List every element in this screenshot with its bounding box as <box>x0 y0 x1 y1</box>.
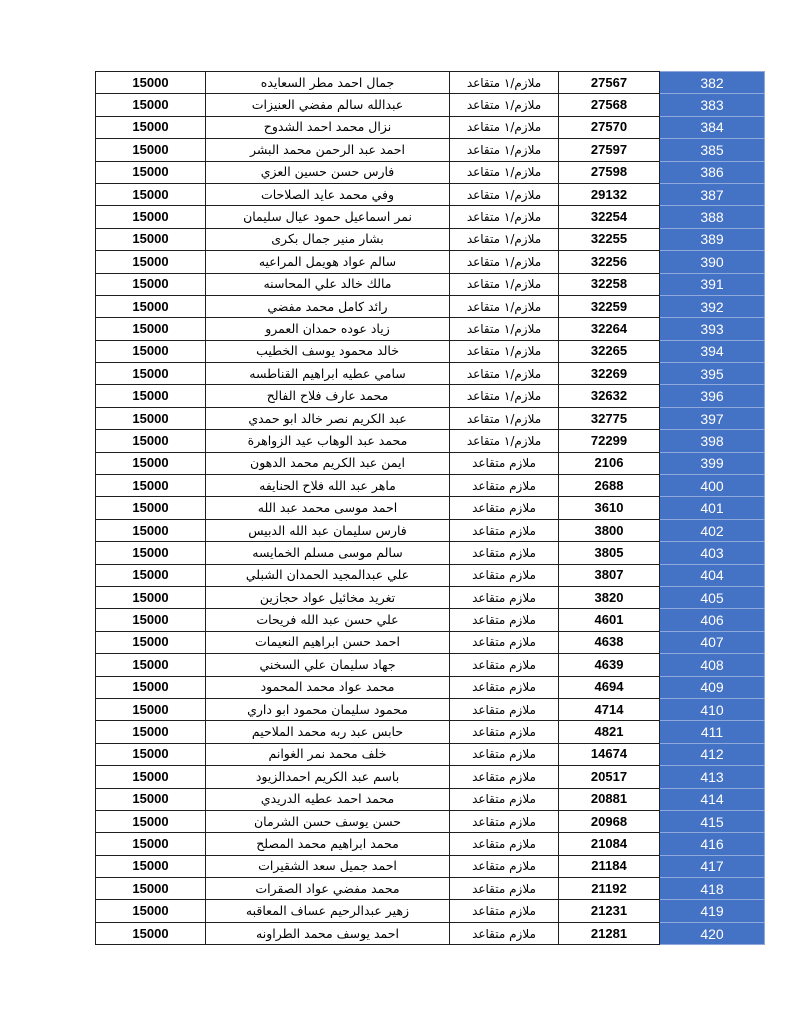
id-number-cell: 32264 <box>559 318 660 340</box>
rank-cell: ملازم متقاعد <box>450 878 559 900</box>
name-cell: احمد جميل سعد الشقيرات <box>206 855 450 877</box>
table-row <box>96 900 765 922</box>
sequence-number-cell: 388 <box>660 206 765 228</box>
id-number-cell: 29132 <box>559 183 660 205</box>
amount-cell: 15000 <box>96 878 206 900</box>
sequence-number-cell: 416 <box>660 833 765 855</box>
table-row <box>96 586 765 608</box>
name-cell: رائد كامل محمد مفضي <box>206 295 450 317</box>
table-row <box>96 609 765 631</box>
sequence-number-cell: 400 <box>660 475 765 497</box>
name-cell: محمد مفضي عواد الصقرات <box>206 878 450 900</box>
rank-cell: ملازم/١ متقاعد <box>450 340 559 362</box>
name-cell: باسم عبد الكريم احمدالزيود <box>206 766 450 788</box>
amount-cell: 15000 <box>96 228 206 250</box>
name-cell: عبدالله سالم مفضي العنيزات <box>206 94 450 116</box>
rank-cell: ملازم متقاعد <box>450 788 559 810</box>
name-cell: محمد احمد عطيه الدريدي <box>206 788 450 810</box>
id-number-cell: 3805 <box>559 542 660 564</box>
name-cell: علي حسن عبد الله فريحات <box>206 609 450 631</box>
id-number-cell: 20968 <box>559 810 660 832</box>
id-number-cell: 32269 <box>559 363 660 385</box>
id-number-cell: 4639 <box>559 654 660 676</box>
table-row <box>96 161 765 183</box>
amount-cell: 15000 <box>96 273 206 295</box>
name-cell: احمد موسى محمد عبد الله <box>206 497 450 519</box>
amount-cell: 15000 <box>96 318 206 340</box>
id-number-cell: 3610 <box>559 497 660 519</box>
rank-cell: ملازم متقاعد <box>450 609 559 631</box>
id-number-cell: 32265 <box>559 340 660 362</box>
id-number-cell: 32255 <box>559 228 660 250</box>
id-number-cell: 2688 <box>559 475 660 497</box>
table-row <box>96 251 765 273</box>
rank-cell: ملازم/١ متقاعد <box>450 206 559 228</box>
amount-cell: 15000 <box>96 542 206 564</box>
table-row <box>96 833 765 855</box>
table-row <box>96 139 765 161</box>
name-cell: حابس عبد ربه محمد الملاحيم <box>206 721 450 743</box>
sequence-number-cell: 409 <box>660 676 765 698</box>
rank-cell: ملازم متقاعد <box>450 497 559 519</box>
rank-cell: ملازم متقاعد <box>450 586 559 608</box>
name-cell: تغريد مخائيل عواد حجازين <box>206 586 450 608</box>
sequence-number-cell: 389 <box>660 228 765 250</box>
table-row <box>96 206 765 228</box>
amount-cell: 15000 <box>96 631 206 653</box>
table-body <box>96 72 765 945</box>
table-row <box>96 654 765 676</box>
sequence-number-cell: 395 <box>660 363 765 385</box>
sequence-number-cell: 396 <box>660 385 765 407</box>
table-row <box>96 340 765 362</box>
rank-cell: ملازم/١ متقاعد <box>450 228 559 250</box>
rank-cell: ملازم/١ متقاعد <box>450 183 559 205</box>
amount-cell: 15000 <box>96 407 206 429</box>
sequence-number-cell: 399 <box>660 452 765 474</box>
amount-cell: 15000 <box>96 519 206 541</box>
table-row <box>96 922 765 944</box>
amount-cell: 15000 <box>96 116 206 138</box>
sequence-number-cell: 406 <box>660 609 765 631</box>
amount-cell: 15000 <box>96 430 206 452</box>
id-number-cell: 3807 <box>559 564 660 586</box>
rank-cell: ملازم/١ متقاعد <box>450 363 559 385</box>
id-number-cell: 72299 <box>559 430 660 452</box>
id-number-cell: 32259 <box>559 295 660 317</box>
table-row <box>96 676 765 698</box>
rank-cell: ملازم/١ متقاعد <box>450 295 559 317</box>
id-number-cell: 3800 <box>559 519 660 541</box>
rank-cell: ملازم متقاعد <box>450 698 559 720</box>
id-number-cell: 4638 <box>559 631 660 653</box>
sequence-number-cell: 393 <box>660 318 765 340</box>
rank-cell: ملازم متقاعد <box>450 855 559 877</box>
name-cell: فارس سليمان عبد الله الدبيس <box>206 519 450 541</box>
rank-cell: ملازم متقاعد <box>450 475 559 497</box>
name-cell: سامي عطيه ابراهيم القناطسه <box>206 363 450 385</box>
amount-cell: 15000 <box>96 810 206 832</box>
id-number-cell: 32254 <box>559 206 660 228</box>
amount-cell: 15000 <box>96 183 206 205</box>
rank-cell: ملازم/١ متقاعد <box>450 407 559 429</box>
id-number-cell: 4821 <box>559 721 660 743</box>
table-row <box>96 497 765 519</box>
rank-cell: ملازم متقاعد <box>450 833 559 855</box>
amount-cell: 15000 <box>96 788 206 810</box>
amount-cell: 15000 <box>96 564 206 586</box>
sequence-number-cell: 386 <box>660 161 765 183</box>
name-cell: خالد محمود يوسف الخطيب <box>206 340 450 362</box>
name-cell: زهير عبدالرحيم عساف المعاقبه <box>206 900 450 922</box>
name-cell: احمد عبد الرحمن محمد البشر <box>206 139 450 161</box>
name-cell: حسن يوسف حسن الشرمان <box>206 810 450 832</box>
amount-cell: 15000 <box>96 72 206 94</box>
name-cell: خلف محمد نمر الغوانم <box>206 743 450 765</box>
amount-cell: 15000 <box>96 340 206 362</box>
table-row <box>96 721 765 743</box>
amount-cell: 15000 <box>96 609 206 631</box>
amount-cell: 15000 <box>96 363 206 385</box>
amount-cell: 15000 <box>96 139 206 161</box>
amount-cell: 15000 <box>96 586 206 608</box>
table-row <box>96 318 765 340</box>
id-number-cell: 27597 <box>559 139 660 161</box>
sequence-number-cell: 405 <box>660 586 765 608</box>
name-cell: احمد يوسف محمد الطراونه <box>206 922 450 944</box>
table-row <box>96 475 765 497</box>
id-number-cell: 4714 <box>559 698 660 720</box>
name-cell: جمال احمد مطر السعايده <box>206 72 450 94</box>
sequence-number-cell: 401 <box>660 497 765 519</box>
sequence-number-cell: 410 <box>660 698 765 720</box>
sequence-number-cell: 415 <box>660 810 765 832</box>
id-number-cell: 27567 <box>559 72 660 94</box>
id-number-cell: 2106 <box>559 452 660 474</box>
sequence-number-cell: 383 <box>660 94 765 116</box>
amount-cell: 15000 <box>96 385 206 407</box>
name-cell: محمود سليمان محمود ابو داري <box>206 698 450 720</box>
amount-cell: 15000 <box>96 676 206 698</box>
table-row <box>96 94 765 116</box>
rank-cell: ملازم/١ متقاعد <box>450 139 559 161</box>
rank-cell: ملازم/١ متقاعد <box>450 318 559 340</box>
id-number-cell: 20881 <box>559 788 660 810</box>
rank-cell: ملازم متقاعد <box>450 564 559 586</box>
name-cell: علي عبدالمجيد الحمدان الشبلي <box>206 564 450 586</box>
rank-cell: ملازم/١ متقاعد <box>450 72 559 94</box>
id-number-cell: 27570 <box>559 116 660 138</box>
name-cell: نزال محمد احمد الشدوح <box>206 116 450 138</box>
sequence-number-cell: 420 <box>660 922 765 944</box>
sequence-number-cell: 413 <box>660 766 765 788</box>
table-row <box>96 743 765 765</box>
table-row <box>96 116 765 138</box>
amount-cell: 15000 <box>96 654 206 676</box>
table-row <box>96 363 765 385</box>
sequence-number-cell: 394 <box>660 340 765 362</box>
table-row <box>96 385 765 407</box>
table-row <box>96 788 765 810</box>
rank-cell: ملازم متقاعد <box>450 743 559 765</box>
table-row <box>96 519 765 541</box>
amount-cell: 15000 <box>96 475 206 497</box>
name-cell: بشار منير جمال بكرى <box>206 228 450 250</box>
name-cell: وفي محمد عايد الصلاحات <box>206 183 450 205</box>
sequence-number-cell: 387 <box>660 183 765 205</box>
rank-cell: ملازم/١ متقاعد <box>450 116 559 138</box>
amount-cell: 15000 <box>96 900 206 922</box>
table-row <box>96 766 765 788</box>
name-cell: مالك خالد علي المحاسنه <box>206 273 450 295</box>
sequence-number-cell: 414 <box>660 788 765 810</box>
sequence-number-cell: 390 <box>660 251 765 273</box>
table-row <box>96 631 765 653</box>
sequence-number-cell: 403 <box>660 542 765 564</box>
id-number-cell: 21084 <box>559 833 660 855</box>
amount-cell: 15000 <box>96 855 206 877</box>
rank-cell: ملازم متقاعد <box>450 721 559 743</box>
rank-cell: ملازم متقاعد <box>450 452 559 474</box>
sequence-number-cell: 408 <box>660 654 765 676</box>
rank-cell: ملازم متقاعد <box>450 922 559 944</box>
rank-cell: ملازم متقاعد <box>450 654 559 676</box>
sequence-number-cell: 397 <box>660 407 765 429</box>
id-number-cell: 27568 <box>559 94 660 116</box>
sequence-number-cell: 382 <box>660 72 765 94</box>
rank-cell: ملازم/١ متقاعد <box>450 94 559 116</box>
name-cell: محمد عبد الوهاب عيد الزواهرة <box>206 430 450 452</box>
rank-cell: ملازم/١ متقاعد <box>450 273 559 295</box>
name-cell: نمر اسماعيل حمود عيال سليمان <box>206 206 450 228</box>
sequence-number-cell: 412 <box>660 743 765 765</box>
pension-list-table <box>95 71 765 945</box>
name-cell: ماهر عبد الله فلاح الحنايفه <box>206 475 450 497</box>
rank-cell: ملازم متقاعد <box>450 900 559 922</box>
id-number-cell: 32632 <box>559 385 660 407</box>
rank-cell: ملازم متقاعد <box>450 810 559 832</box>
table-row <box>96 72 765 94</box>
amount-cell: 15000 <box>96 743 206 765</box>
amount-cell: 15000 <box>96 295 206 317</box>
name-cell: فارس حسن حسين العزي <box>206 161 450 183</box>
rank-cell: ملازم متقاعد <box>450 676 559 698</box>
table-row <box>96 878 765 900</box>
rank-cell: ملازم/١ متقاعد <box>450 161 559 183</box>
sequence-number-cell: 385 <box>660 139 765 161</box>
table-row <box>96 407 765 429</box>
sequence-number-cell: 407 <box>660 631 765 653</box>
rank-cell: ملازم/١ متقاعد <box>450 430 559 452</box>
name-cell: ايمن عبد الكريم محمد الدهون <box>206 452 450 474</box>
name-cell: جهاد سليمان علي السخني <box>206 654 450 676</box>
sequence-number-cell: 398 <box>660 430 765 452</box>
id-number-cell: 21184 <box>559 855 660 877</box>
table-row <box>96 430 765 452</box>
amount-cell: 15000 <box>96 452 206 474</box>
table-row <box>96 295 765 317</box>
id-number-cell: 14674 <box>559 743 660 765</box>
rank-cell: ملازم متقاعد <box>450 542 559 564</box>
name-cell: محمد ابراهيم محمد المصلح <box>206 833 450 855</box>
name-cell: سالم موسى مسلم الخمايسه <box>206 542 450 564</box>
rank-cell: ملازم/١ متقاعد <box>450 385 559 407</box>
table-row <box>96 564 765 586</box>
id-number-cell: 21281 <box>559 922 660 944</box>
rank-cell: ملازم متقاعد <box>450 519 559 541</box>
sequence-number-cell: 404 <box>660 564 765 586</box>
id-number-cell: 4694 <box>559 676 660 698</box>
sequence-number-cell: 391 <box>660 273 765 295</box>
table-row <box>96 855 765 877</box>
amount-cell: 15000 <box>96 698 206 720</box>
table-row <box>96 273 765 295</box>
amount-cell: 15000 <box>96 251 206 273</box>
name-cell: زياد عوده حمدان العمرو <box>206 318 450 340</box>
rank-cell: ملازم متقاعد <box>450 631 559 653</box>
table-row <box>96 810 765 832</box>
id-number-cell: 21192 <box>559 878 660 900</box>
table-row <box>96 698 765 720</box>
rank-cell: ملازم متقاعد <box>450 766 559 788</box>
id-number-cell: 4601 <box>559 609 660 631</box>
sequence-number-cell: 418 <box>660 878 765 900</box>
id-number-cell: 21231 <box>559 900 660 922</box>
name-cell: عبد الكريم نصر خالد ابو حمدي <box>206 407 450 429</box>
name-cell: محمد عواد محمد المحمود <box>206 676 450 698</box>
table-row <box>96 542 765 564</box>
table-row <box>96 228 765 250</box>
id-number-cell: 32258 <box>559 273 660 295</box>
id-number-cell: 32775 <box>559 407 660 429</box>
rank-cell: ملازم/١ متقاعد <box>450 251 559 273</box>
name-cell: محمد عارف فلاح الفالح <box>206 385 450 407</box>
name-cell: سالم عواد هويمل المراعيه <box>206 251 450 273</box>
amount-cell: 15000 <box>96 721 206 743</box>
sequence-number-cell: 392 <box>660 295 765 317</box>
name-cell: احمد حسن ابراهيم النعيمات <box>206 631 450 653</box>
amount-cell: 15000 <box>96 94 206 116</box>
amount-cell: 15000 <box>96 833 206 855</box>
sequence-number-cell: 411 <box>660 721 765 743</box>
amount-cell: 15000 <box>96 497 206 519</box>
amount-cell: 15000 <box>96 766 206 788</box>
sequence-number-cell: 402 <box>660 519 765 541</box>
id-number-cell: 32256 <box>559 251 660 273</box>
table-row <box>96 452 765 474</box>
id-number-cell: 20517 <box>559 766 660 788</box>
sequence-number-cell: 384 <box>660 116 765 138</box>
id-number-cell: 27598 <box>559 161 660 183</box>
amount-cell: 15000 <box>96 161 206 183</box>
sequence-number-cell: 417 <box>660 855 765 877</box>
id-number-cell: 3820 <box>559 586 660 608</box>
amount-cell: 15000 <box>96 206 206 228</box>
sequence-number-cell: 419 <box>660 900 765 922</box>
table-row <box>96 183 765 205</box>
amount-cell: 15000 <box>96 922 206 944</box>
